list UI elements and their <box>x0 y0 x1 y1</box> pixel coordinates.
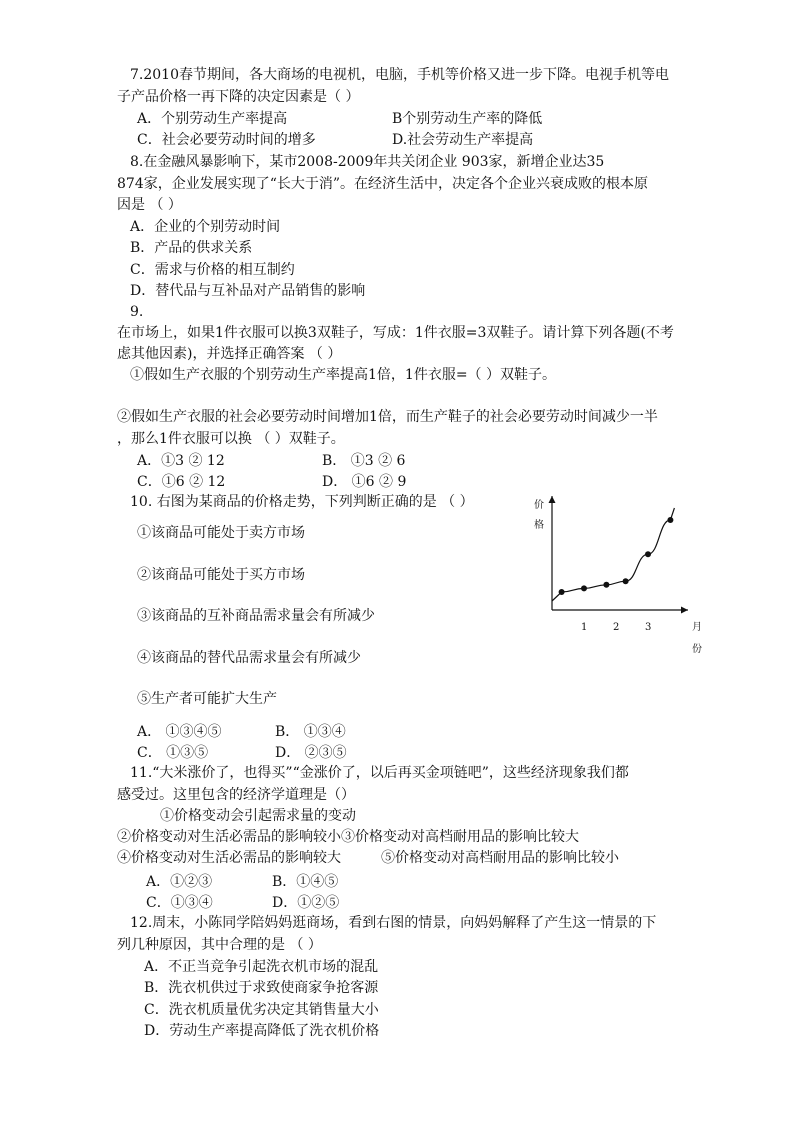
q11-stem-line2: 感受过。这里包含的经济学道理是（） <box>117 787 355 803</box>
data-point-1 <box>559 589 565 595</box>
q11-option-c: C．①③④ <box>146 895 213 911</box>
data-point-3 <box>603 582 609 588</box>
x-tick-label-1: 1 <box>581 622 588 633</box>
q11-option-a: A．①②③ <box>146 874 213 890</box>
q7-option-c: C．社会必要劳动时间的增多 <box>137 132 316 148</box>
q12-option-b: B．洗衣机供过于求致使商家争抢客源 <box>144 980 379 996</box>
q8-option-a: A．企业的个别劳动时间 <box>130 219 281 235</box>
q9-sub-2-line1: ②假如生产衣服的社会必要劳动时间增加1倍，而生产鞋子的社会必要劳动时间减少一半 <box>117 409 658 425</box>
data-point-2 <box>581 585 587 591</box>
q9-option-d: D． ①6 ② 9 <box>322 474 407 490</box>
q10-item-2: ②该商品可能处于买方市场 <box>137 567 305 583</box>
x-axis-label-char1: 月 <box>692 622 702 633</box>
q10-item-4: ④该商品的替代品需求量会有所减少 <box>137 650 361 666</box>
q11-option-d: D．①②⑤ <box>272 895 340 911</box>
q12-stem-line2: 列几种原因，其中合理的是 （ ） <box>117 937 322 953</box>
q8-stem-line3: 因是 （ ） <box>117 197 182 213</box>
q10-stem: 10. 右图为某商品的价格走势，下列判断正确的是 （ ） <box>130 494 474 510</box>
q11-option-b: B．①④⑤ <box>272 874 339 890</box>
price-curve <box>552 508 674 601</box>
q12-option-c: C．洗衣机质量优劣决定其销售量大小 <box>144 1002 379 1018</box>
q10-option-b: B． ①③④ <box>275 724 346 740</box>
q10-item-5: ⑤生产者可能扩大生产 <box>137 691 277 707</box>
x-axis-label-char2: 份 <box>692 644 702 655</box>
q10-option-c: C． ①③⑤ <box>137 745 209 761</box>
data-point-5 <box>645 551 651 557</box>
q8-option-c: C．需求与价格的相互制约 <box>130 262 295 278</box>
q7-option-d: D.社会劳动生产率提高 <box>392 132 534 148</box>
q8-option-d: D．替代品与互补品对产品销售的影响 <box>130 283 366 299</box>
q9-stem-line2: 虑其他因素)，并选择正确答案 （ ） <box>117 346 342 362</box>
q11-item-1: ①价格变动会引起需求量的变动 <box>160 808 356 824</box>
y-axis-label-char2: 格 <box>534 520 544 531</box>
q10-item-3: ③该商品的互补商品需求量会有所减少 <box>137 608 375 624</box>
q10-item-1: ①该商品可能处于卖方市场 <box>137 525 305 541</box>
q7-option-b: B个别劳动生产率的降低 <box>392 111 543 127</box>
q9-option-b: B． ①3 ② 6 <box>322 453 406 469</box>
q9-stem-line1: 在市场上，如果1件衣服可以换3双鞋子，写成：1件衣服=3双鞋子。请计算下列各题(不考 <box>117 325 674 341</box>
q10-option-d: D． ②③⑤ <box>275 745 347 761</box>
q11-item-4: ④价格变动对生活必需品的影响较大 <box>117 850 341 866</box>
data-point-4 <box>623 578 629 584</box>
x-tick-label-3: 3 <box>645 622 652 633</box>
q8-stem-line2: 874家，企业发展实现了“长大于消”。在经济生活中，决定各个企业兴衰成败的根本原 <box>117 176 649 192</box>
q12-option-a: A．不正当竞争引起洗衣机市场的混乱 <box>144 959 379 975</box>
q7-stem-line1: 7.2010春节期间，各大商场的电视机，电脑，手机等价格又进一步下降。电视手机等电 <box>130 67 669 83</box>
q10-option-a: A． ①③④⑤ <box>137 724 222 740</box>
q12-option-d: D．劳动生产率提高降低了洗衣机价格 <box>144 1023 380 1039</box>
data-point-6 <box>667 517 673 523</box>
q8-option-b: B．产品的供求关系 <box>130 240 253 256</box>
q9-sub-2-line2: ，那么1件衣服可以换 （ ）双鞋子。 <box>117 431 345 447</box>
q7-stem-line2: 子产品价格一再下降的决定因素是（ ） <box>117 89 360 105</box>
x-tick-label-2: 2 <box>613 622 620 633</box>
q12-stem-line1: 12.周末，小陈同学陪妈妈逛商场，看到右图的情景，向妈妈解释了产生这一情景的下 <box>130 915 657 931</box>
q7-option-a: A．个别劳动生产率提高 <box>137 111 288 127</box>
price-trend-chart <box>534 492 720 662</box>
q11-stem-line1: 11.“大米涨价了，也得买”“金涨价了，以后再买金项链吧”，这些经济现象我们都 <box>130 765 629 781</box>
q9-sub-1: ①假如生产衣服的个别劳动生产率提高1倍，1件衣服=（ ）双鞋子。 <box>130 367 556 383</box>
q11-items-2-3: ②价格变动对生活必需品的影响较小③价格变动对高档耐用品的影响比较大 <box>117 829 579 845</box>
q11-item-5: ⑤价格变动对高档耐用品的影响比较小 <box>381 850 619 866</box>
q9-option-a: A．①3 ② 12 <box>137 453 225 469</box>
q8-stem-line1: 8.在金融风暴影响下，某市2008-2009年共关闭企业 903家，新增企业达35 <box>130 154 605 170</box>
y-axis-label-char1: 价 <box>534 500 544 511</box>
q9-number: 9. <box>130 304 144 320</box>
q9-option-c: C．①6 ② 12 <box>137 474 226 490</box>
